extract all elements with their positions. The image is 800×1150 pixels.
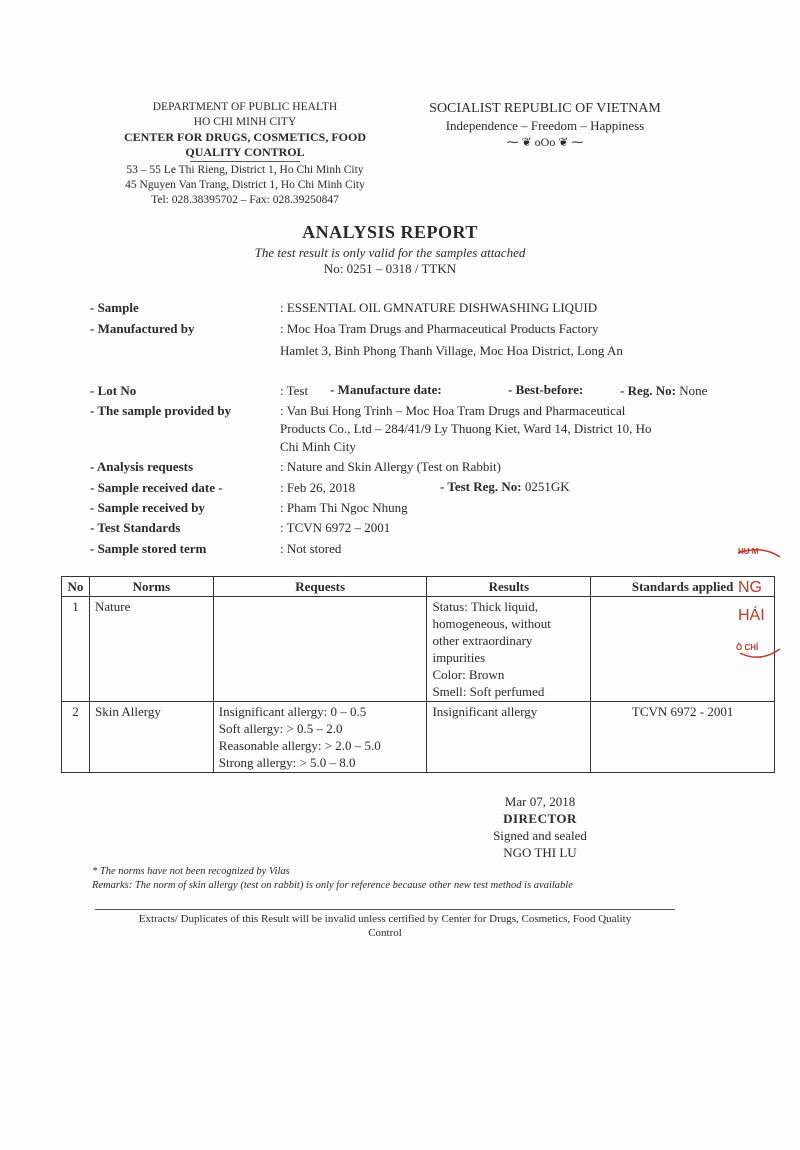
result-line: other extraordinary (432, 633, 533, 648)
col-standards: Standards applied (591, 577, 775, 597)
dept-name: DEPARTMENT OF PUBLIC HEALTH (152, 101, 338, 113)
result-line: homogeneous, without (432, 616, 551, 631)
row-standard: TCVN 6972 - 2001 (591, 702, 775, 773)
row-results (427, 702, 591, 773)
center-name-line1: CENTER FOR DRUGS, COSMETICS, FOOD (123, 130, 367, 144)
manufactured-value-1: : Moc Hoa Tram Drugs and Pharmaceutical Products Factory (280, 321, 599, 336)
address-2: 45 Nguyen Van Trang, District 1, Ho Chi Minh City (125, 179, 365, 191)
standards-label: - Test Standards (90, 520, 181, 535)
row-norm: Skin Allergy (89, 702, 213, 773)
country-name: SOCIALIST REPUBLIC OF VIETNAM (429, 101, 661, 116)
sample-value: : ESSENTIAL OIL GMNATURE DISHWASHING LIQUID (280, 300, 598, 315)
country-header (400, 100, 690, 151)
stored-label: - Sample stored term (90, 541, 207, 556)
best-before-label: - Best-before: (508, 382, 584, 397)
reg-no (620, 383, 707, 399)
sign-date: Mar 07, 2018 (504, 794, 576, 809)
test-reg-value: 0251GK (524, 479, 570, 494)
lot-value: : Test (280, 383, 309, 398)
standards-value: : TCVN 6972 – 2001 (280, 520, 391, 535)
seal-stamp-fragment (732, 545, 782, 665)
received-date-label: - Sample received date - (90, 480, 223, 495)
seal-text-2: NG (738, 579, 762, 596)
divider (190, 161, 300, 162)
report-subtitle: The test result is only valid for the samples attached (254, 245, 526, 260)
col-no: No (62, 577, 90, 597)
footer-line-2: Control (368, 927, 402, 939)
report-title: ANALYSIS REPORT (302, 222, 478, 242)
row-no: 1 (62, 597, 90, 702)
row-requests (213, 702, 427, 773)
request-line: Reasonable allergy: > 2.0 – 5.0 (218, 738, 381, 753)
table-row (62, 597, 775, 702)
provided-label: - The sample provided by (90, 403, 232, 418)
seal-text-1: HU M (738, 547, 759, 556)
row-requests (213, 597, 427, 702)
request-line: Soft allergy: > 0.5 – 2.0 (218, 721, 343, 736)
center-name-line2: QUALITY CONTROL (185, 145, 305, 159)
test-reg (440, 479, 570, 495)
analysis-label: - Analysis requests (90, 459, 194, 474)
report-number: No: 0251 – 0318 / TTKN (323, 261, 457, 276)
result-line: Smell: Soft perfumed (432, 684, 545, 699)
note-vilas: * The norms have not been recognized by Vilas (92, 866, 290, 877)
issuer-header (80, 100, 410, 208)
received-by-label: - Sample received by (90, 500, 205, 515)
report-title-block (0, 222, 780, 277)
sign-name: NGO THI LU (503, 845, 577, 860)
result-line: impurities (432, 650, 486, 665)
row-norm: Nature (89, 597, 213, 702)
results-table (61, 576, 775, 773)
sign-status: Signed and sealed (493, 828, 587, 843)
table-header-row (62, 577, 775, 597)
test-reg-label: - Test Reg. No: (440, 479, 522, 494)
row-results (427, 597, 591, 702)
table-row (62, 702, 775, 773)
provided-value-3: Chi Minh City (280, 439, 356, 454)
reg-value: None (679, 383, 708, 398)
footer-line-1: Extracts/ Duplicates of this Result will be invalid unless certified by Center for Drugs, Cosmetics, Food Quality (138, 913, 632, 925)
manufactured-label: - Manufactured by (90, 321, 195, 336)
note-remarks: Remarks: The norm of skin allergy (test on rabbit) is only for reference because other new test method is available (92, 880, 573, 891)
provided-value-2: Products Co., Ltd – 284/41/9 Ly Thuong Kiet, Ward 14, District 10, Ho (280, 421, 652, 436)
address-1: 53 – 55 Le Thi Rieng, District 1, Ho Chi Minh City (126, 164, 364, 176)
col-norms: Norms (89, 577, 213, 597)
received-by-value: : Pham Thi Ngoc Nhung (280, 500, 408, 515)
manufactured-value-2: Hamlet 3, Binh Phong Thanh Village, Moc Hoa District, Long An (280, 343, 623, 358)
motto: Independence – Freedom – Happiness (445, 118, 645, 133)
tel-fax: Tel: 028.38395702 – Fax: 028.39250847 (151, 194, 339, 206)
col-results: Results (427, 577, 591, 597)
seal-text-3: HÁI (738, 607, 765, 624)
received-date-value: : Feb 26, 2018 (280, 480, 356, 495)
request-line: Insignificant allergy: 0 – 0.5 (218, 704, 367, 719)
sign-role: DIRECTOR (503, 811, 577, 826)
sample-label: - Sample (90, 300, 139, 315)
result-line: Status: Thick liquid, (432, 599, 539, 614)
reg-label: - Reg. No: (620, 383, 676, 398)
request-line: Strong allergy: > 5.0 – 8.0 (218, 755, 356, 770)
analysis-value: : Nature and Skin Allergy (Test on Rabbit) (280, 459, 501, 474)
seal-text-4: Ô CHỈ (736, 643, 759, 652)
stored-value: : Not stored (280, 541, 342, 556)
result-line: Color: Brown (432, 667, 505, 682)
footer-divider (95, 909, 675, 910)
signature-block (480, 793, 600, 861)
row-no: 2 (62, 702, 90, 773)
col-requests: Requests (213, 577, 427, 597)
mfg-date-label: - Manufacture date: (330, 382, 442, 397)
result-line: Insignificant allergy (432, 704, 538, 719)
provided-value-1: : Van Bui Hong Trinh – Moc Hoa Tram Drugs and Pharmaceutical (280, 403, 626, 418)
footer-text (100, 912, 670, 940)
ornament: ⁓ ❦ oOo ❦ ⁓ (506, 135, 584, 149)
lot-label: - Lot No (90, 383, 137, 398)
city-name: HO CHI MINH CITY (193, 116, 297, 128)
